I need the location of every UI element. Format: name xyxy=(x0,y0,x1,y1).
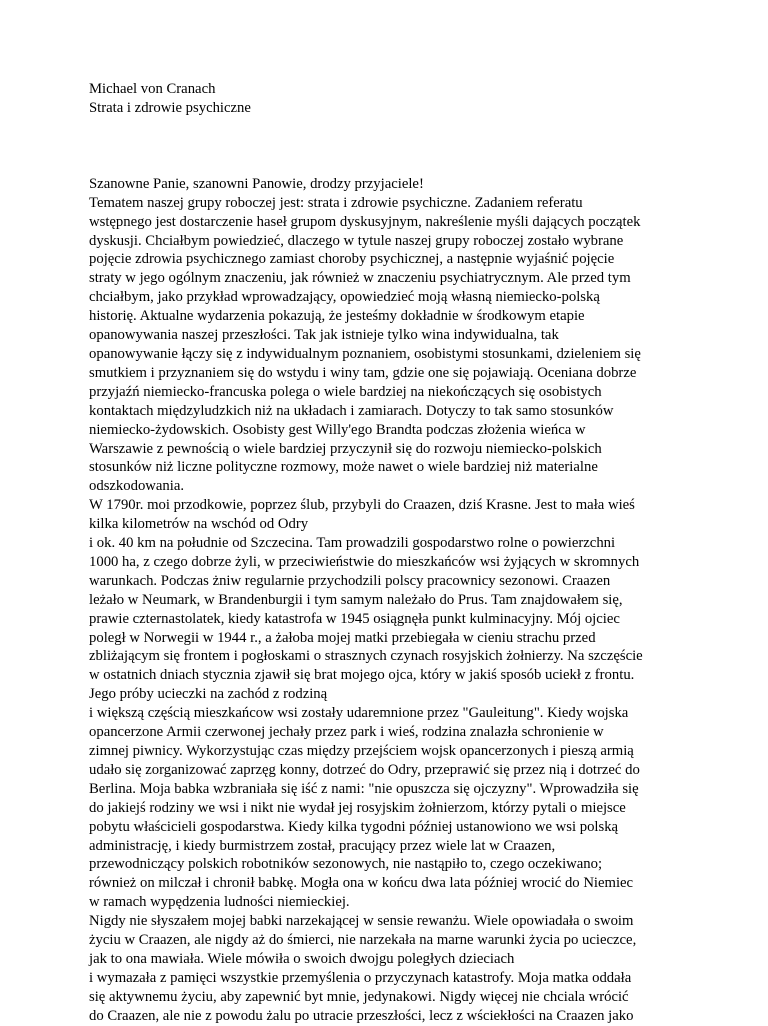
text-line: Warszawie z pewnością o wiele bardziej przyczynił się do rozwoju niemiecko-polskich xyxy=(89,440,602,457)
text-line: kilka kilometrów na wschód od Odry xyxy=(89,516,309,533)
text-line: 1000 ha, z czego dobrze żyli, w przeciwieństwie do mieszkańców wsi żyjących w skromnych xyxy=(89,553,640,570)
text-line: w ramach wypędzenia ludności niemieckiej. xyxy=(89,894,350,911)
text-line: W 1790r. moi przodkowie, poprzez ślub, przybyli do Craazen, dziś Krasne. Jest to mała wieś xyxy=(89,497,635,514)
text-line: przyjaźń niemiecko-francuska polega o wiele bardziej na niekończących się osobistych xyxy=(89,383,602,400)
text-line: warunkach. Podczas żniw regularnie przychodzili polscy pracownicy sezonowi. Craazen xyxy=(89,572,611,589)
text-line: jak to ona mawiała. Wiele mówiła o swoich dwojgu poległych dzieciach xyxy=(89,950,515,967)
text-line: do jakiejś rodziny we wsi i nikt nie wydał jej rosyjskim żołnierzom, którzy pytali o miejsce xyxy=(89,799,626,816)
text-line: kontaktach międzyludzkich niż na układach i zamiarach. Dotyczy to tak samo stosunków xyxy=(89,402,614,419)
text-line: poległ w Norwegii w 1944 r., a żałoba mojej matki przebiegała w cieniu strachu przed xyxy=(89,629,596,646)
text-line: zbliżającym się frontem i pogłoskami o strasznych czynach rosyjskich żołnierzy. Na szczęście xyxy=(89,648,643,665)
body-text xyxy=(89,175,689,1026)
text-line: opancerzone Armii czerwonej jechały przez park i wieś, rodzina znalazła schronienie w xyxy=(89,724,604,741)
text-line: chciałbym, jako przykład wprowadzający, opowiedzieć moją własną niemiecko-polską xyxy=(89,289,600,306)
text-line: pobytu właścicieli gospodarstwa. Kiedy kilka tygodni później ustanowiono we wsi polską xyxy=(89,818,619,835)
text-line: Szanowne Panie, szanowni Panowie, drodzy przyjaciele! xyxy=(89,175,424,192)
text-line: Nigdy nie słyszałem mojej babki narzekającej w sensie rewanżu. Wiele opowiadała o swoim xyxy=(89,913,634,930)
document-page xyxy=(89,80,689,1026)
text-line: wstępnego jest dostarczenie haseł grupom dyskusyjnym, nakreślenie myśli dających początek xyxy=(89,213,641,230)
author-name: Michael von Cranach xyxy=(89,81,216,97)
text-line: prawie czternastolatek, kiedy katastrofa w 1945 osiągnęła punkt kulminacyjny. Mój ojciec xyxy=(89,610,620,627)
text-line: straty w jego ogólnym znaczeniu, jak również w znaczeniu psychiatrycznym. Ale przed tym xyxy=(89,270,631,287)
text-line: odszkodowania. xyxy=(89,478,185,495)
text-line: smutkiem i przyznaniem się do wstydu i winy tam, gdzie one się pojawiają. Oceniana dobrze xyxy=(89,364,637,381)
text-line: życiu w Craazen, ale nigdy aż do śmierci, nie narzekała na marne warunki życia po ucieczce, xyxy=(89,932,637,949)
text-line: dyskusji. Chciałbym powiedzieć, dlaczego w tytule naszej grupy roboczej zostało wybrane xyxy=(89,232,624,249)
text-line: również on milczał i chronił babkę. Mogła ona w końcu dwa lata później wrocić do Niemiec xyxy=(89,875,634,892)
text-line: opanowywania naszej przeszłości. Tak jak istnieje tylko wina indywidualna, tak xyxy=(89,327,559,344)
text-line: leżało w Neumark, w Brandenburgii i tym samym należało do Prus. Tam znajdowałem się, xyxy=(89,591,623,608)
text-line: do Craazen, ale nie z powodu żalu po utracie przeszłości, lecz z wściekłości na Craazen jako xyxy=(89,1007,634,1024)
document-title: Strata i zdrowie psychiczne xyxy=(89,99,251,116)
text-line: pojęcie zdrowia psychicznego zamiast choroby psychicznej, a następnie wyjaśnić pojęcie xyxy=(89,251,615,268)
text-line: Tematem naszej grupy roboczej jest: strata i zdrowie psychiczne. Zadaniem referatu xyxy=(89,194,583,211)
text-line: i większą częścią mieszkańcow wsi zostały udaremnione przez "Gauleitung". Kiedy wojska xyxy=(89,705,629,722)
text-line: opanowywanie łączy się z indywidualnym poznaniem, osobistymi stosunkami, dzieleniem się xyxy=(89,345,641,362)
text-line: i wymazała z pamięci wszystkie przemyślenia o przyczynach katastrofy. Moja matka oddała xyxy=(89,969,632,986)
text-line: stosunków niż liczne polityczne rozmowy, może nawet o wiele bardziej niż materialne xyxy=(89,459,598,476)
text-line: udało się zorganizować zaprzęg konny, dotrzeć do Odry, przeprawić się przez nią i dotrzeć do xyxy=(89,761,640,778)
text-line: Jego próby ucieczki na zachód z rodziną xyxy=(89,686,328,703)
text-line: zimnej piwnicy. Wykorzystując czas między przejściem wojsk opancerzonych i pieszą armią xyxy=(89,743,634,759)
text-line: Berlina. Moja babka wzbraniała się iść z nami: "nie opuszcza się ojczyzny". Wprowadziła się xyxy=(89,780,639,797)
text-line: niemiecko-żydowskich. Osobisty gest Willy'ego Brandta podczas złożenia wieńca w xyxy=(89,421,586,438)
text-line: administrację, i kiedy burmistrzem został, pracujący przez wiele lat w Craazen, xyxy=(89,837,556,854)
text-line: i ok. 40 km na południe od Szczecina. Tam prowadzili gospodarstwo rolne o powierzchni xyxy=(89,535,616,552)
text-line: historię. Aktualne wydarzenia pokazują, że jesteśmy dokładnie w środkowym etapie xyxy=(89,308,585,325)
text-line: przewodniczący polskich robotników sezonowych, nie nastąpiło to, czego oczekiwano; xyxy=(89,856,603,873)
text-line: w ostatnich dniach stycznia zjawił się brat mojego ojca, który w jakiś sposób uciekł z frontu. xyxy=(89,667,635,684)
title-spacer xyxy=(89,118,689,175)
text-line: się aktywnemu życiu, aby zapewnić byt mnie, jedynakowi. Nigdy więcej nie chciala wrócić xyxy=(89,988,629,1005)
